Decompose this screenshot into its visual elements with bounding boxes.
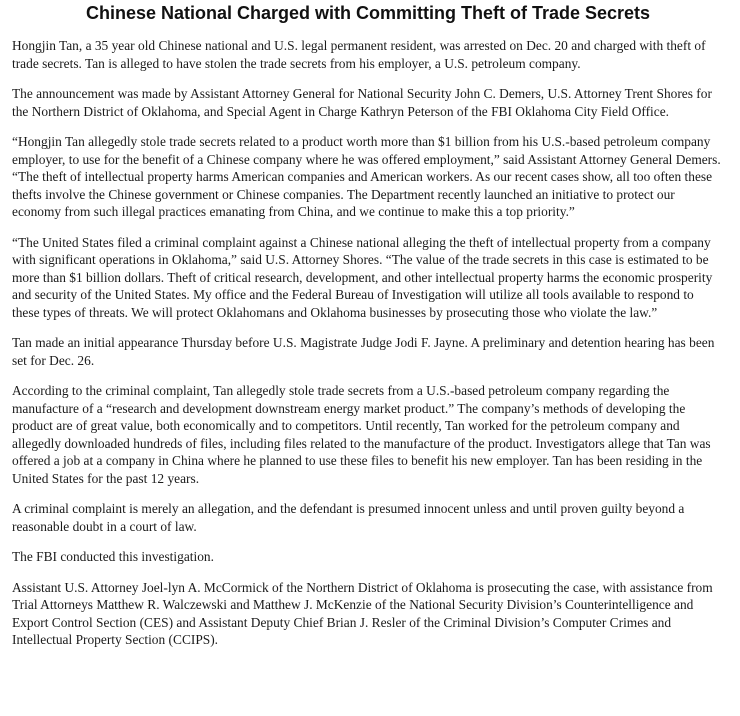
paragraph-complaint-details: According to the criminal complaint, Tan allegedly stole trade secrets from a U.S.-based petroleum company regarding the manufacture of a “research and development downstream energy market product.” The company’s methods of developing the product are of great value, both economically and to competitors. Until recently, Tan worked for the petroleum company and allegedly downloaded hundreds of files, including files related to the manufacture of the product. Investigators allege that Tan was offered a job at a company in China where he planned to use these files to benefit his new employer. Tan has been residing in the United States for the past 12 years. <box>12 383 711 486</box>
paragraph-investigating-agency: The FBI conducted this investigation. <box>12 549 214 564</box>
paragraph-initial-appearance: Tan made an initial appearance Thursday before U.S. Magistrate Judge Jodi F. Jayne. A preliminary and detention hearing has been set for Dec. 26. <box>12 335 715 368</box>
article <box>12 0 724 662</box>
article-title: Chinese National Charged with Committing Theft of Trade Secrets <box>85 3 651 23</box>
paragraph-arrest: Hongjin Tan, a 35 year old Chinese national and U.S. legal permanent resident, was arrested on Dec. 20 and charged with theft of trade secrets. Tan is alleged to have stolen the trade secrets from his employer, a U.S. petroleum company. <box>12 38 706 71</box>
paragraph-shores-quote: “The United States filed a criminal complaint against a Chinese national alleging the theft of intellectual property from a company with significant operations in Oklahoma,” said U.S. Attorney Shores. “The value of the trade secrets in this case is estimated to be more than $1 billion dollars. Theft of critical research, development, and other intellectual property harms the economic prosperity and security of the United States. My office and the Federal Bureau of Investigation will utilize all tools available to respond to these types of threats. We will protect Oklahomans and Oklahoma businesses by prosecuting those who violate the law.” <box>12 234 713 320</box>
paragraph-demers-quote: “Hongjin Tan allegedly stole trade secrets related to a product worth more than $1 billion from his U.S.-based petroleum company employer, to use for the benefit of a Chinese company where he was offered employment,” said Assistant Attorney General Demers. “The theft of intellectual property harms American companies and American workers. As our recent cases show, all too often these thefts involve the Chinese government or Chinese companies. The Department recently launched an initiative to protect our economy from such illegal practices emanating from China, and we continue to make this a top priority.” <box>12 134 721 219</box>
paragraph-presumption-of-innocence: A criminal complaint is merely an allegation, and the defendant is presumed innocent unless and until proven guilty beyond a reasonable doubt in a court of law. <box>12 501 685 534</box>
paragraph-announcement: The announcement was made by Assistant Attorney General for National Security John C. Demers, U.S. Attorney Trent Shores for the Northern District of Oklahoma, and Special Agent in Charge Kathryn Peterson of the FBI Oklahoma City Field Office. <box>12 86 712 119</box>
paragraph-prosecutors: Assistant U.S. Attorney Joel-lyn A. McCormick of the Northern District of Oklahoma is prosecuting the case, with assistance from Trial Attorneys Matthew R. Walczewski and Matthew J. McKenzie of the National Security Division’s Counterintelligence and Export Control Section (CES) and Assistant Deputy Chief Brian J. Resler of the Criminal Division’s Computer Crimes and Intellectual Property Section (CCIPS). <box>12 579 713 647</box>
